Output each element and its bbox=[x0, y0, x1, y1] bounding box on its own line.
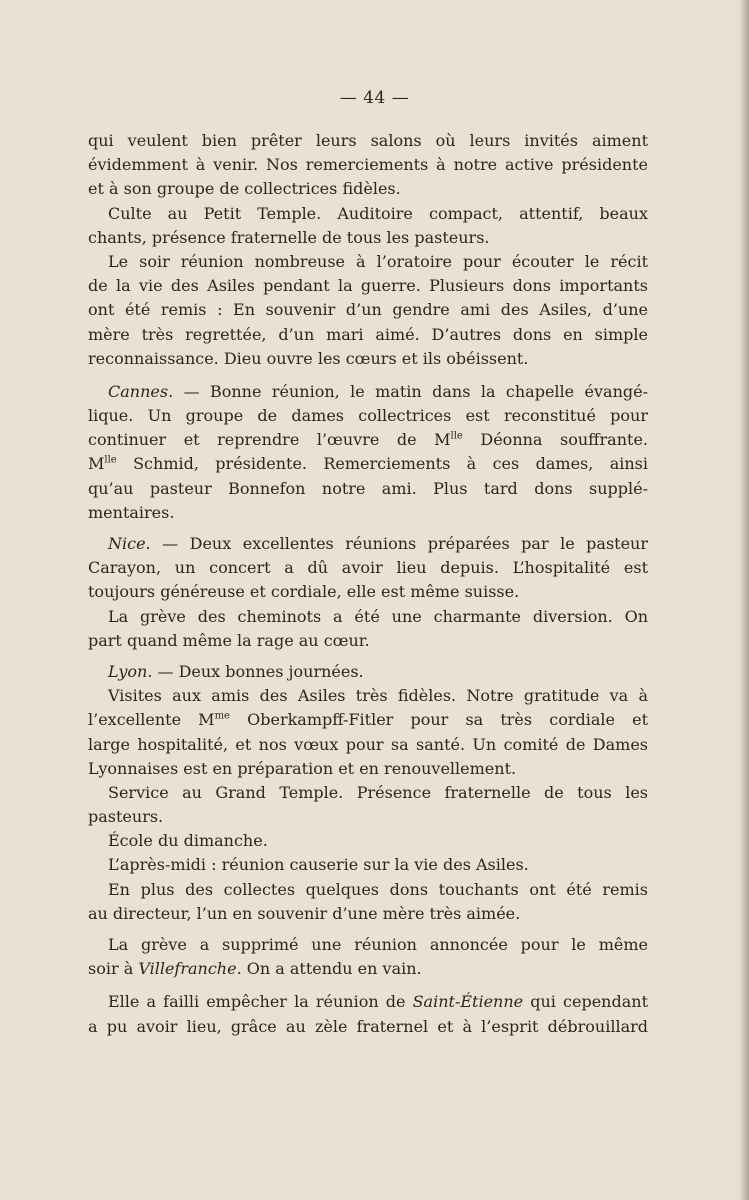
text-line: Le soir réunion nombreuse à l’oratoire pour écouter le récit bbox=[108, 251, 648, 271]
text-line: continuer et reprendre l’œuvre de $M^{lle}$ Déonna souffrante. bbox=[88, 430, 649, 450]
text-line: chants, présence fraternelle de tous les pasteurs. bbox=[88, 227, 490, 247]
text-line: Visites aux amis des Asiles très fidèles. Notre gratitude va à bbox=[108, 686, 648, 706]
text-line: mentaires. bbox=[88, 502, 175, 522]
text-line: l’excellente $M^{me}$ Oberkampff-Fitler pour sa très cordiale et bbox=[88, 710, 649, 730]
page-edge-shadow bbox=[739, 0, 749, 1200]
text-line: Carayon, un concert a dû avoir lieu depuis. L’hospitalité est bbox=[88, 558, 648, 578]
text-line: Lyon. — Deux bonnes journées. bbox=[108, 661, 364, 681]
text-line: mère très regrettée, d’un mari aimé. D’autres dons en simple bbox=[88, 324, 648, 344]
text-line: Culte au Petit Temple. Auditoire compact, attentif, beaux bbox=[108, 203, 648, 223]
place-name: Cannes. bbox=[108, 381, 174, 401]
text-line: au directeur, l’un en souvenir d’une mère très aimée. bbox=[88, 903, 521, 923]
text-line: qu’au pasteur Bonnefon notre ami. Plus tard dons supplé- bbox=[88, 478, 648, 498]
text-line: de la vie des Asiles pendant la guerre. Plusieurs dons importants bbox=[88, 276, 648, 296]
text-line: qui veulent bien prêter leurs salons où leurs invités aiment bbox=[88, 131, 648, 150]
text-line: soir à Villefranche. On a attendu en vain. bbox=[88, 959, 422, 979]
place-name: Villefranche. bbox=[138, 959, 242, 979]
text-line: Elle a failli empêcher la réunion de Saint-Étienne qui cependant bbox=[108, 992, 648, 1012]
text-line: Cannes. — Bonne réunion, le matin dans la chapelle évangé- bbox=[108, 381, 648, 401]
text-line: évidemment à venir. Nos remerciements à notre active présidente bbox=[88, 155, 648, 175]
text-line: Nice. — Deux excellentes réunions préparées par le pasteur bbox=[108, 534, 648, 553]
page-number: — 44 — bbox=[339, 88, 410, 108]
text-line: Service au Grand Temple. Présence fraternelle de tous les bbox=[108, 782, 648, 802]
body-text bbox=[88, 129, 648, 1039]
place-name: Lyon. bbox=[108, 661, 153, 681]
text-line: L’après-midi : réunion causerie sur la vie des Asiles. bbox=[108, 855, 529, 875]
text-line: ont été remis : En souvenir d’un gendre ami des Asiles, d’une bbox=[88, 300, 648, 320]
text-line: lique. Un groupe de dames collectrices est reconstitué pour bbox=[88, 406, 648, 426]
text-line: En plus des collectes quelques dons touchants ont été remis bbox=[108, 879, 648, 899]
text-line: École du dimanche. bbox=[108, 831, 268, 851]
text-line: Lyonnaises est en préparation et en renouvellement. bbox=[88, 758, 517, 778]
text-line: La grève des cheminots a été une charmante diversion. On bbox=[108, 606, 648, 626]
text-line: et à son groupe de collectrices fidèles. bbox=[88, 179, 401, 199]
text-line: La grève a supprimé une réunion annoncée pour le même bbox=[108, 935, 648, 954]
text-line: toujours généreuse et cordiale, elle est même suisse. bbox=[88, 582, 520, 602]
place-name: Saint-Étienne bbox=[412, 992, 524, 1012]
text-line: large hospitalité, et nos vœux pour sa santé. Un comité de Dames bbox=[88, 734, 648, 754]
text-line: part quand même la rage au cœur. bbox=[88, 630, 370, 650]
text-line: a pu avoir lieu, grâce au zèle fraternel et à l’esprit débrouillard bbox=[88, 1016, 648, 1036]
place-name: Nice. bbox=[108, 534, 151, 553]
text-line: reconnaissance. Dieu ouvre les cœurs et ils obéissent. bbox=[88, 348, 529, 368]
text-line: $M^{lle}$ Schmid, présidente. Remerciements à ces dames, ainsi bbox=[88, 454, 648, 474]
text-line: pasteurs. bbox=[88, 807, 164, 827]
